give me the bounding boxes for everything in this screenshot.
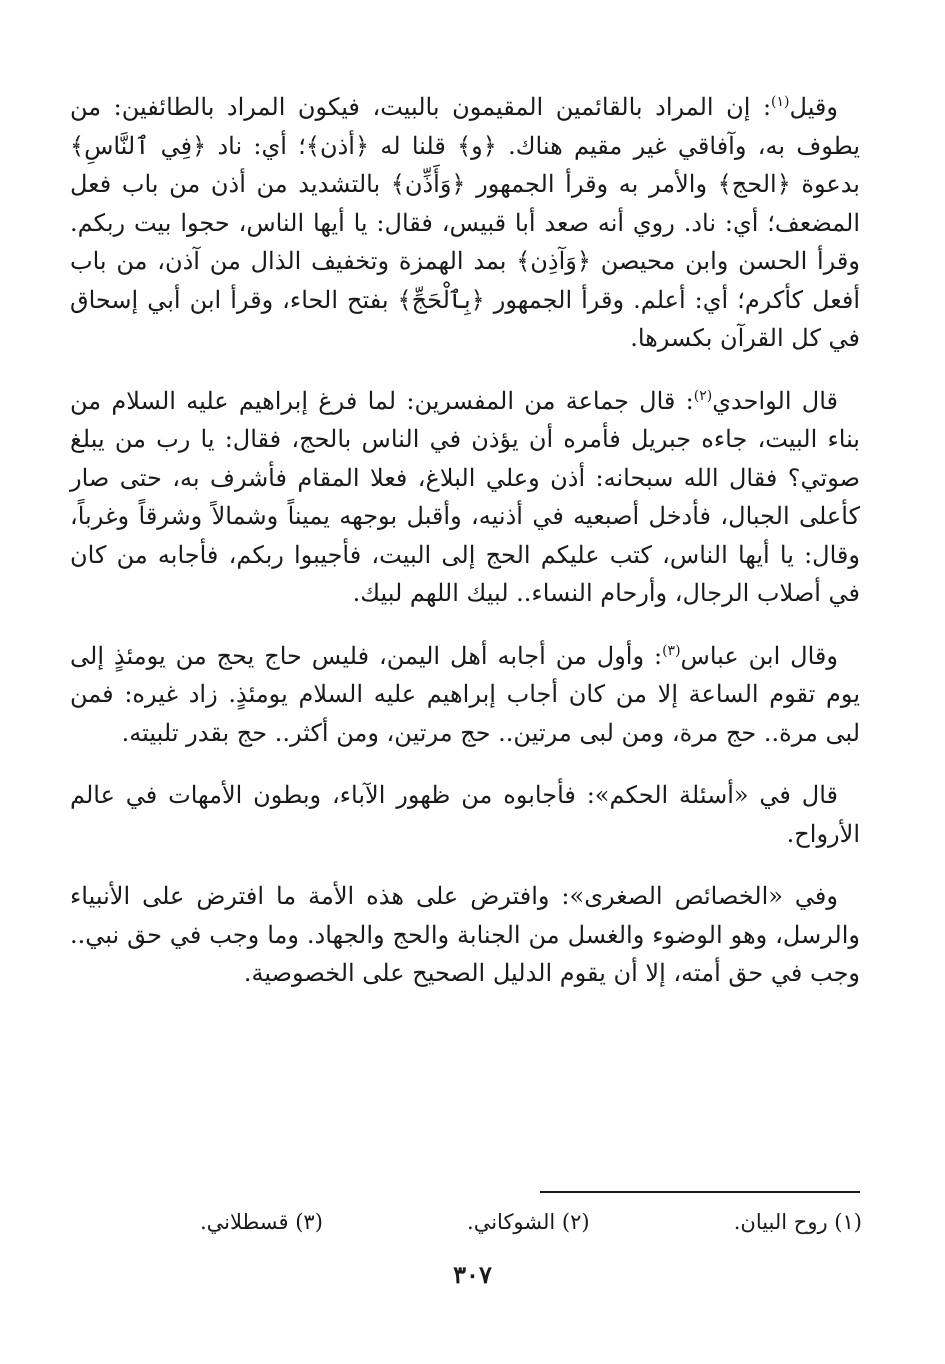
- footnote-ref-2: (٢): [693, 387, 713, 404]
- page-body: [70, 88, 860, 1017]
- paragraph-1-lead: وقيل: [789, 93, 838, 121]
- footnote-1: (١) روح البيان.: [733, 1210, 862, 1234]
- paragraph-2-lead: قال الواحدي: [712, 386, 838, 415]
- footnote-2: (٢) الشوكاني.: [467, 1210, 590, 1234]
- paragraph-4-text: قال في «أسئلة الحكم»: فأجابوه من ظهور الآباء، وبطون الأمهات في عالم الأرواح.: [70, 781, 860, 848]
- footnote-3: (٣) قسطلاني.: [200, 1210, 323, 1234]
- paragraph-2-text: : قال جماعة من المفسرين: لما فرغ إبراهيم عليه السلام من بناء البيت، جاءه جبريل فأمره أن يؤذن في الناس بالحج، فقال: يا رب من يبلغ صوتي؟ فقال الله سبحانه: أذن وعلي البلاغ، فعلا المقام فأشرف به، حتى صار كأعلى الجبال، فأدخل أصبعيه في أذنيه، وأقبل بوجهه يميناً وشمالاً وشرقاً وغرباً، وقال: يا أيها الناس، كتب عليكم الحج إلى البيت، فأجيبوا ربكم، فأجابه من كان في أصلاب الرجال، وأرحام النساء.. لبيك اللهم لبيك.: [70, 386, 860, 607]
- footnote-ref-3: (٣): [662, 642, 681, 659]
- paragraph-3: [70, 637, 860, 753]
- paragraph-5-text: وفي «الخصائص الصغرى»: وافترض على هذه الأمة ما افترض على الأنبياء والرسل، وهو الوضوء والغسل من الجنابة والحج والجهاد. وما وجب في حق نبي.. وجب في حق أمته، إلا أن يقوم الدليل الصحيح على الخصوصية.: [70, 882, 860, 987]
- paragraph-4: [70, 776, 860, 853]
- footnote-divider: [540, 1191, 860, 1193]
- paragraph-1-text: : إن المراد بالقائمين المقيمون بالبيت، فيكون المراد بالطائفين: من يطوف به، وآفاقي غير مقيم هناك. ﴿و﴾ قلنا له ﴿أذن﴾؛ أي: ناد ﴿فِي ٱلنَّاسِ﴾ بدعوة ﴿الحج﴾ والأمر به وقرأ الجمهور ﴿وَأَذِّن﴾ بالتشديد من أذن من باب فعل المضعف؛ أي: ناد. روي أنه صعد أبا قبيس، فقال: يا أيها الناس، حجوا بيت ربكم. وقرأ الحسن وابن محيصن ﴿وَآذِن﴾ بمد الهمزة وتخفيف الذال من آذن، من باب أفعل كأكرم؛ أي: أعلم. وقرأ الجمهور ﴿بِٱلْحَجِّ﴾ بفتح الحاء، وقرأ ابن أبي إسحاق في كل القرآن بكسرها.: [70, 93, 860, 352]
- footnotes: [200, 1207, 862, 1237]
- paragraph-3-lead: وقال ابن عباس: [680, 641, 838, 670]
- paragraph-3-text: : وأول من أجابه أهل اليمن، فليس حاج يحج من يومئذٍ إلى يوم تقوم الساعة إلا من كان أجاب إبراهيم عليه السلام يومئذٍ. زاد غيره: فمن لبى مرة.. حج مرة، ومن لبى مرتين.. حج مرتين، ومن أكثر.. حج بقدر تلبيته.: [70, 641, 860, 747]
- footnote-ref-1: (١): [771, 94, 790, 110]
- paragraph-2: [70, 382, 860, 613]
- page-number: ٣٠٧: [453, 1260, 492, 1289]
- paragraph-1: [70, 88, 860, 358]
- paragraph-5: [70, 877, 860, 993]
